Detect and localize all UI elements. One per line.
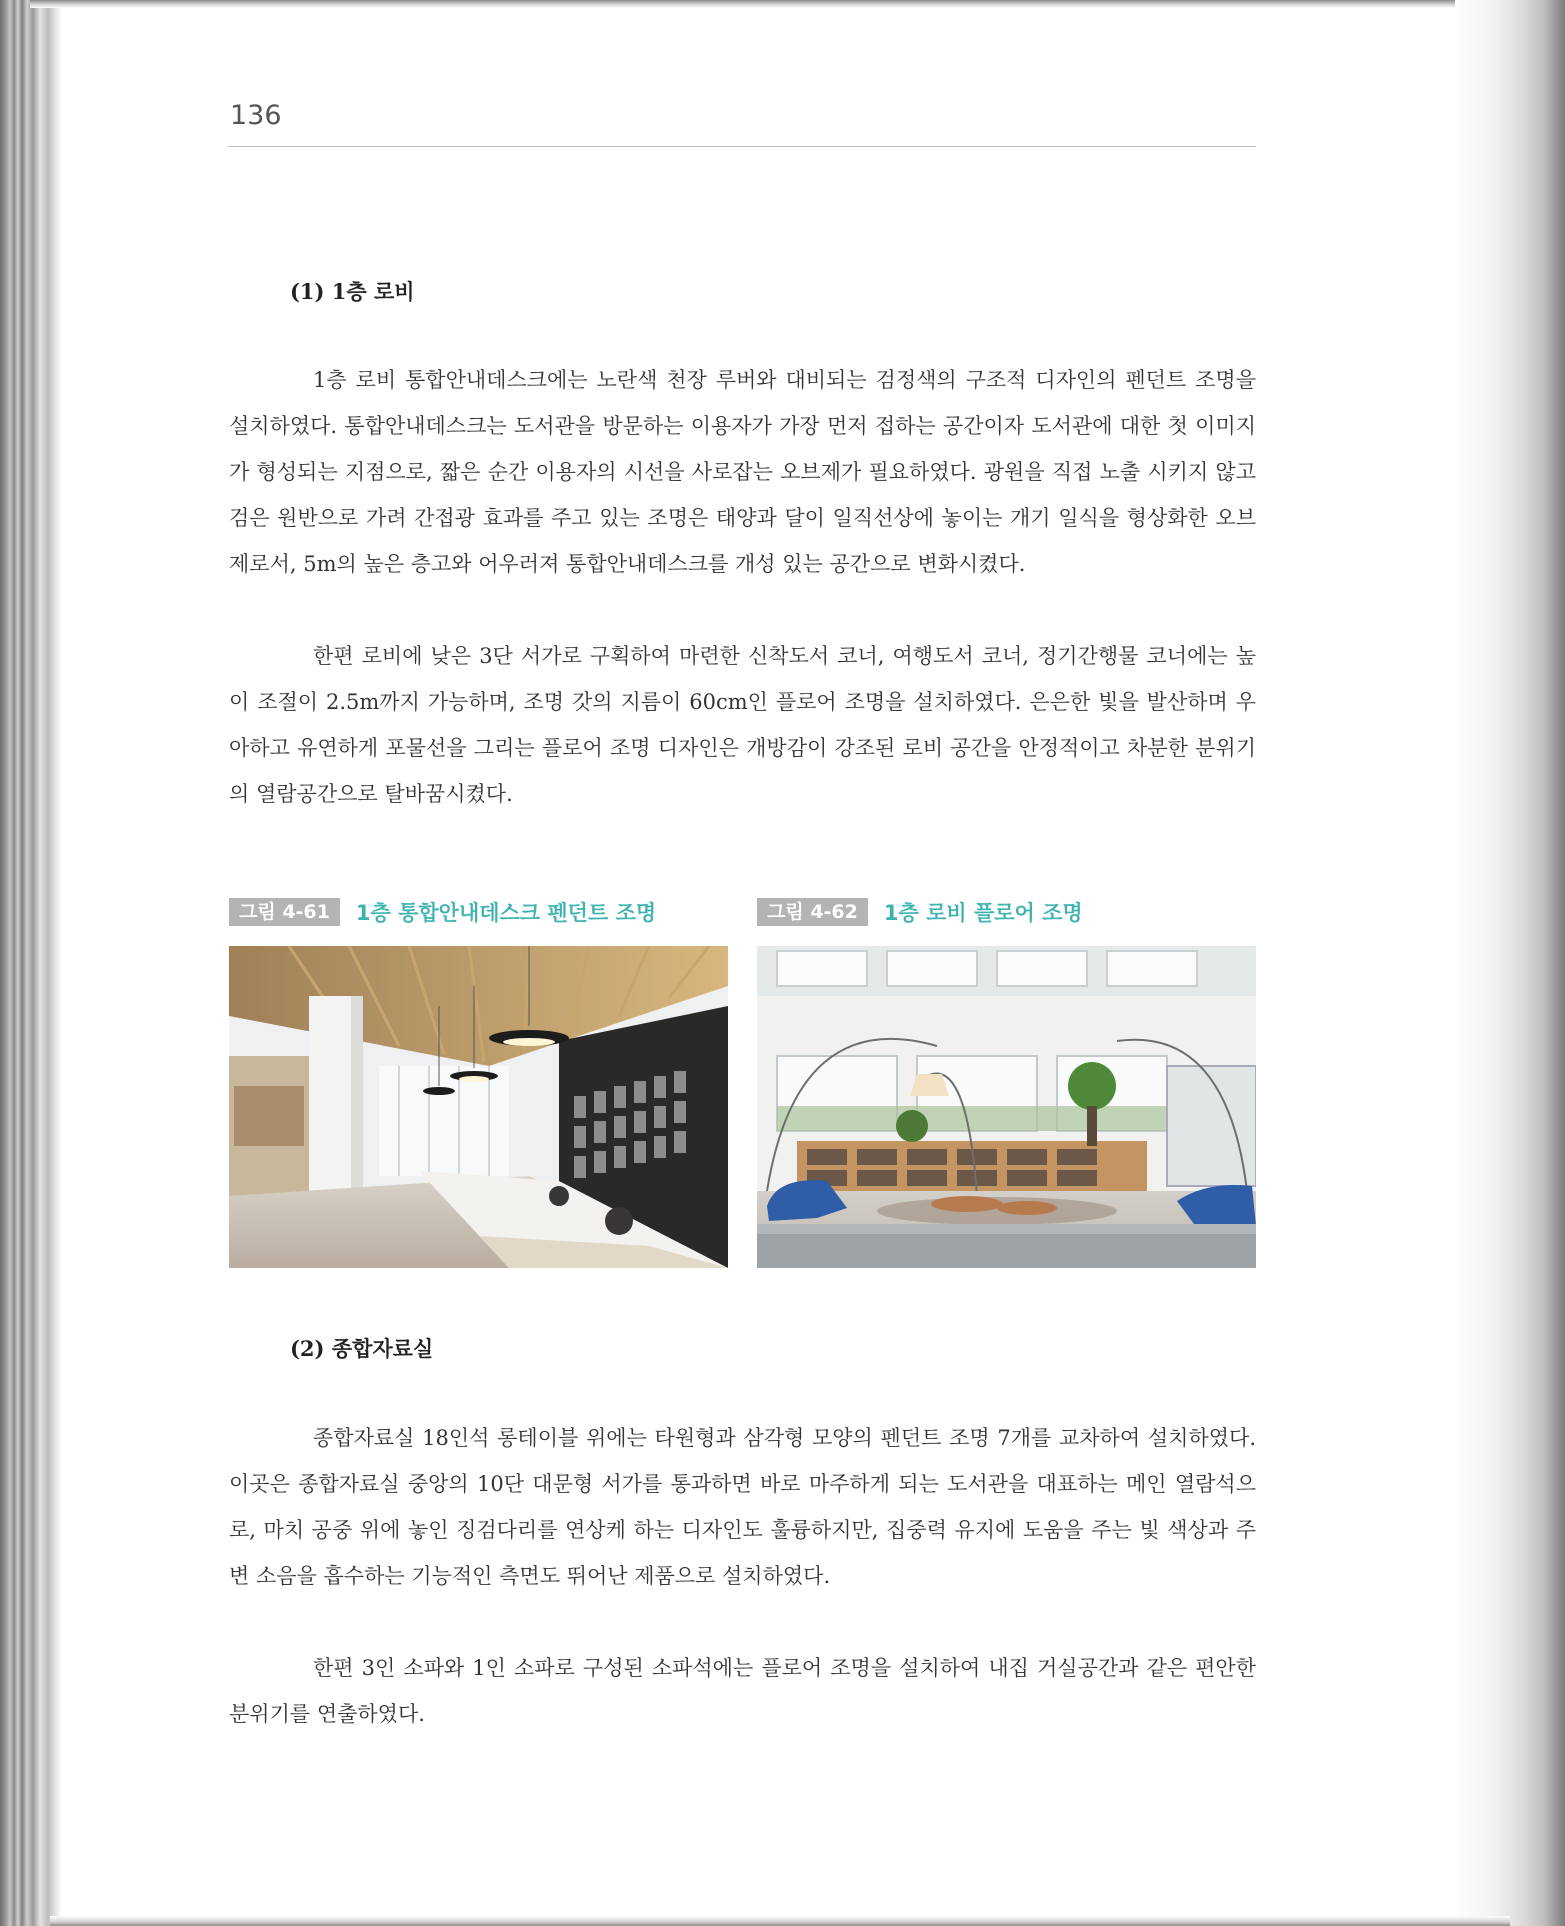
figure-caption-4-62 <box>757 898 1083 926</box>
book-page-edges <box>0 0 62 1926</box>
figure-caption-4-61 <box>229 898 656 926</box>
page-number: 136 <box>230 100 282 131</box>
figure-title: 1층 통합안내데스크 펜던트 조명 <box>355 901 657 925</box>
book-top-edge <box>30 0 1530 8</box>
section-heading-lobby: (1) 1층 로비 <box>290 279 415 304</box>
figure-number: 그림 4-61 <box>229 898 340 926</box>
header-divider <box>228 146 1256 147</box>
section-heading-general-reading-room: (2) 종합자료실 <box>290 1336 434 1361</box>
figure-number: 그림 4-62 <box>757 898 868 926</box>
figure-title: 1층 로비 플로어 조명 <box>883 901 1083 925</box>
photo-info-desk-pendant-lighting <box>229 946 728 1268</box>
body-paragraph: 종합자료실 18인석 롱테이블 위에는 타원형과 삼각형 모양의 펜던트 조명 7개를 교차하여 설치하였다. 이곳은 종합자료실 중앙의 10단 대문형 서가를 통과하면 바로 마주하게 되는 도서관을 대표하는 메인 열람석으로, 마치 공중 위에 놓인 징검다리를 연상케 하는 디자인도 훌륭하지만, 집중력 유지에 도움을 주는 빛 색상과 주변 소음을 흡수하는 기능적인 측면도 뛰어난 제품으로 설치하였다. <box>229 1426 1256 1588</box>
body-paragraph: 1층 로비 통합안내데스크에는 노란색 천장 루버와 대비되는 검정색의 구조적 디자인의 펜던트 조명을 설치하였다. 통합안내데스크는 도서관을 방문하는 이용자가 가장 먼저 접하는 공간이자 도서관에 대한 첫 이미지가 형성되는 지점으로, 짧은 순간 이용자의 시선을 사로잡는 오브제가 필요하였다. 광원을 직접 노출 시키지 않고 검은 원반으로 가려 간접광 효과를 주고 있는 조명은 태양과 달이 일직선상에 놓이는 개기 일식을 형상화한 오브제로서, 5m의 높은 층고와 어우러져 통합안내데스크를 개성 있는 공간으로 변화시켰다. <box>229 368 1256 576</box>
photo-lobby-floor-lamps <box>757 946 1256 1268</box>
book-bottom-edge <box>50 1916 1510 1926</box>
body-paragraph: 한편 3인 소파와 1인 소파로 구성된 소파석에는 플로어 조명을 설치하여 내집 거실공간과 같은 편안한 분위기를 연출하였다. <box>229 1656 1256 1726</box>
book-right-shadow <box>1455 0 1565 1926</box>
body-paragraph: 한편 로비에 낮은 3단 서가로 구획하여 마련한 신착도서 코너, 여행도서 코너, 정기간행물 코너에는 높이 조절이 2.5m까지 가능하며, 조명 갓의 지름이 60cm인 플로어 조명을 설치하였다. 은은한 빛을 발산하며 우아하고 유연하게 포물선을 그리는 플로어 조명 디자인은 개방감이 강조된 로비 공간을 안정적이고 차분한 분위기의 열람공간으로 탈바꿈시켰다. <box>229 644 1256 806</box>
